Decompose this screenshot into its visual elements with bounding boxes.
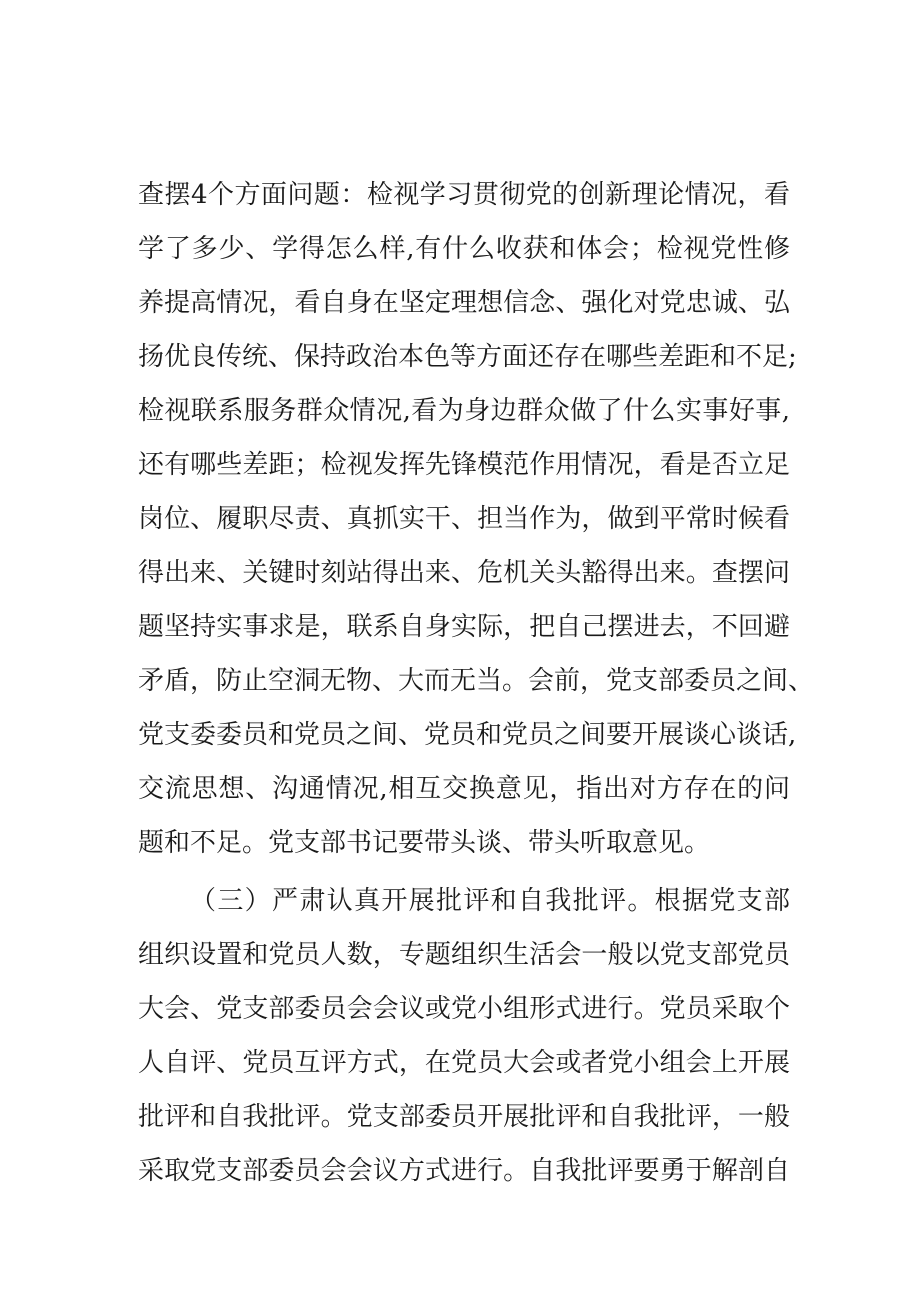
- text-line: 查摆4个方面问题：检视学习贯彻党的创新理论情况，看: [138, 180, 790, 210]
- text-line: 交流思想、沟通情况,相互交换意见，指出对方存在的问: [138, 774, 790, 804]
- section-heading-line: （三）严肃认真开展批评和自我批评。根据党支部: [190, 886, 790, 916]
- text-line: 党支委委员和党员之间、党员和党员之间要开展谈心谈话,: [138, 720, 797, 750]
- text-line: 岗位、履职尽责、真抓实干、担当作为，做到平常时候看: [138, 504, 790, 534]
- text-line: 人自评、党员互评方式，在党员大会或者党小组会上开展: [138, 1048, 790, 1078]
- text-line: 题和不足。党支部书记要带头谈、带头听取意见。: [138, 828, 711, 858]
- text-line: 得出来、关键时刻站得出来、危机关头豁得出来。查摆问: [138, 558, 790, 588]
- text-line: 题坚持实事求是，联系自身实际，把自己摆进去，不回避: [138, 612, 790, 642]
- paragraph-2: [138, 874, 790, 1198]
- text-line: 大会、党支部委员会会议或党小组形式进行。党员采取个: [138, 994, 790, 1024]
- paragraph-1: [138, 168, 815, 870]
- text-line: 扬优良传统、保持政治本色等方面还存在哪些差距和不足;: [138, 342, 797, 372]
- text-line: 矛盾，防止空洞无物、大而无当。会前，党支部委员之间、: [138, 666, 815, 696]
- text-line: 组织设置和党员人数，专题组织生活会一般以党支部党员: [138, 940, 790, 970]
- text-line: 采取党支部委员会会议方式进行。自我批评要勇于解剖自: [138, 1156, 790, 1186]
- text-line: 学了多少、学得怎么样,有什么收获和体会；检视党性修: [138, 234, 790, 264]
- text-line: 批评和自我批评。党支部委员开展批评和自我批评，一般: [138, 1102, 790, 1132]
- document-body: [138, 168, 815, 1198]
- text-line: 还有哪些差距；检视发挥先锋模范作用情况，看是否立足: [138, 450, 790, 480]
- text-line: 养提高情况，看自身在坚定理想信念、强化对党忠诚、弘: [138, 288, 790, 318]
- text-line: 检视联系服务群众情况,看为身边群众做了什么实事好事,: [138, 396, 790, 426]
